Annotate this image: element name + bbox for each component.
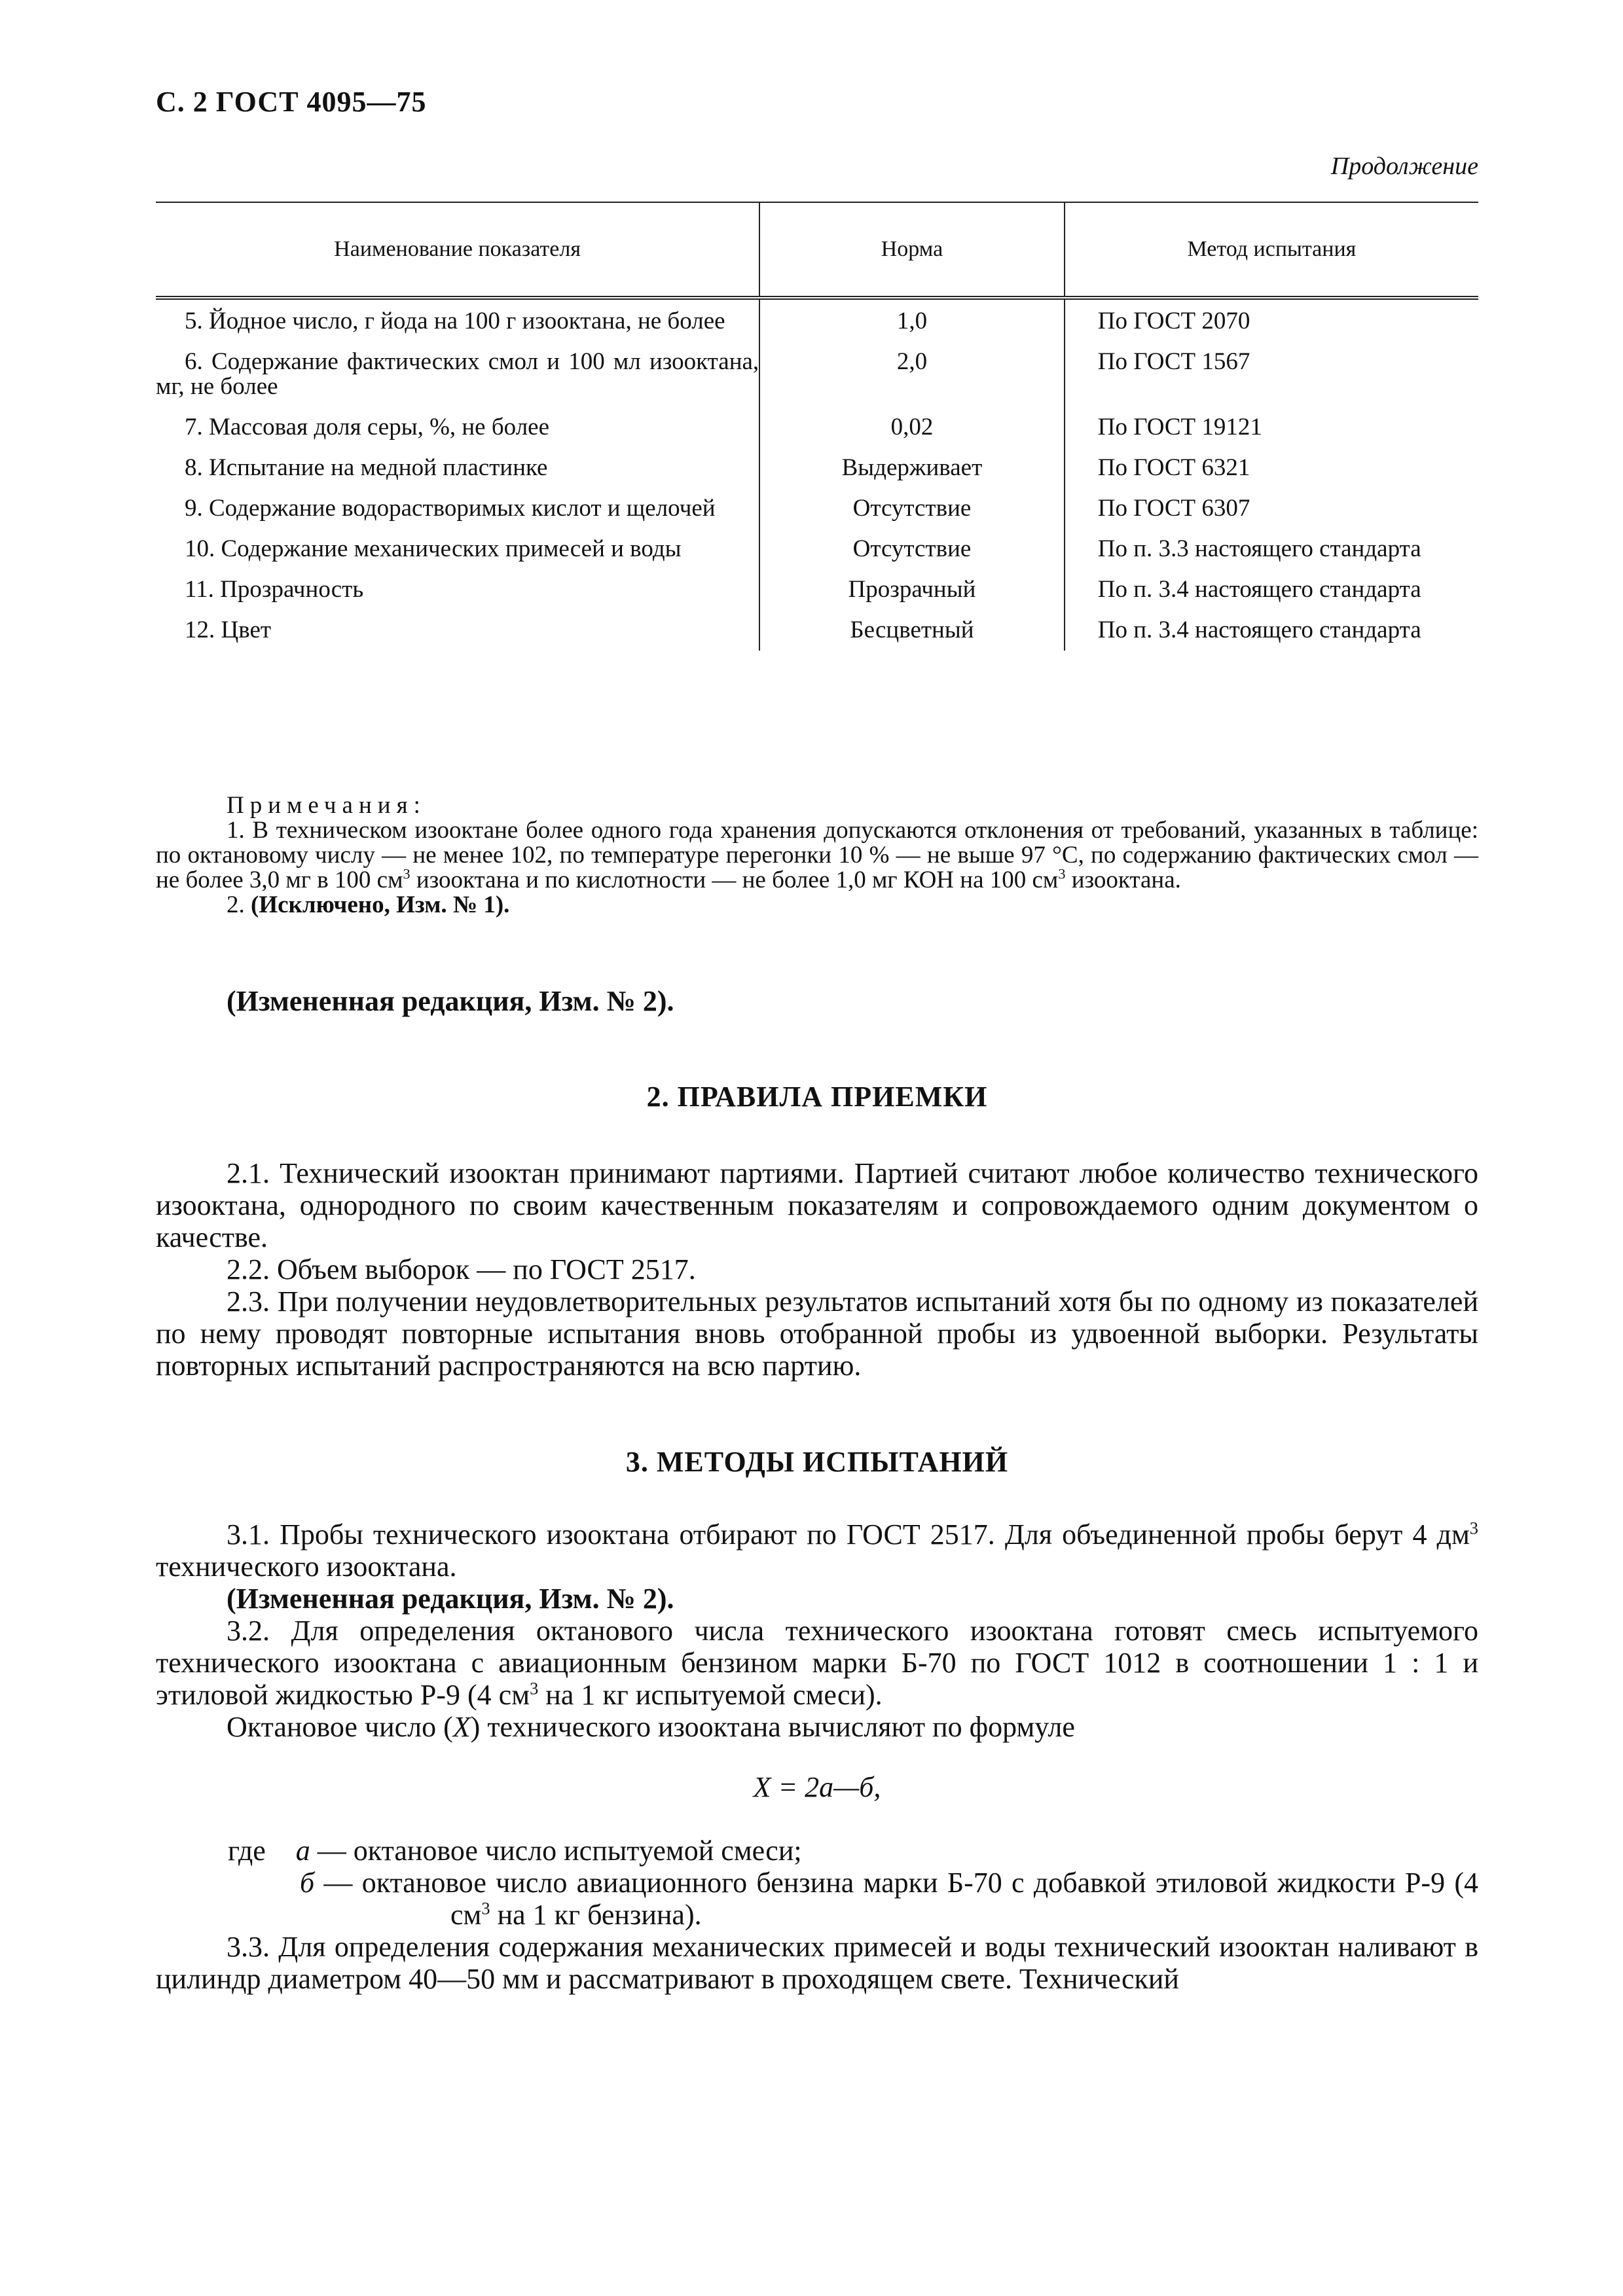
table-row (156, 448, 1478, 488)
row-method: По п. 3.4 настоящего стандарта (1097, 576, 1421, 603)
paragraph-3-1: 3.1. Пробы технического изооктана отбирают по ГОСТ 2517. Для объединенной пробы берут 4 $дм^3$ технического изооктана. (156, 1518, 1478, 1583)
row-norm: 2,0 (759, 342, 1065, 407)
paragraph-3-2: 3.2. Для определения октанового числа технического изооктана готовят смесь испытуемого технического изооктана с авиационным бензином марки Б-70 по ГОСТ 1012 в соотношении 1 : 1 и этиловой жидкостью Р-9 (4 $см^3$ на 1 кг испытуемой смеси). (156, 1615, 1478, 1711)
table-row (156, 569, 1478, 610)
section-2-body (156, 1157, 1478, 1382)
row-method: По ГОСТ 6307 (1097, 495, 1250, 522)
row-name: 11. Прозрачность (185, 576, 364, 603)
row-name: 8. Испытание на медной пластинке (185, 454, 548, 481)
notes-title: Примечания: (227, 792, 426, 819)
row-norm: 0,02 (759, 407, 1065, 448)
table-header-row (156, 202, 1478, 298)
row-norm: Выдерживает (759, 448, 1065, 488)
legend-row-a: где а — октановое число испытуемой смеси; (228, 1835, 802, 1867)
legend-row-b: б — октановое число авиационного бензина марки Б-70 с добавкой этиловой жидкости Р-9 (4 $см^3$ на 1 кг бензина). (300, 1867, 1478, 1931)
section-2-title: 2. ПРАВИЛА ПРИЕМКИ (646, 1081, 988, 1113)
table-row (156, 342, 1478, 407)
row-name: 6. Содержание фактических смол и 100 мл изооктана, мг, не более (156, 348, 759, 400)
section-3-title: 3. МЕТОДЫ ИСПЫТАНИЙ (625, 1446, 1009, 1478)
notes-block (156, 793, 1478, 918)
amendment-note: (Измененная редакция, Изм. № 2). (227, 985, 674, 1017)
row-name: 9. Содержание водорастворимых кислот и щелочей (185, 495, 716, 522)
paragraph-2-1: 2.1. Технический изооктан принимают партиями. Партией считают любое количество технического изооктана, однородного по своим качественным показателям и сопровождаемого одним документом о качестве. (156, 1157, 1478, 1253)
section-3-body (156, 1518, 1478, 1743)
row-norm: Бесцветный (759, 610, 1065, 651)
row-method: По ГОСТ 1567 (1097, 348, 1250, 375)
table-row (156, 529, 1478, 569)
table-row (156, 407, 1478, 448)
continuation-label: Продолжение (1330, 152, 1478, 180)
paragraph-2-3: 2.3. При получении неудовлетворительных результатов испытаний хотя бы по одному из показателей по нему проводят повторные испытания вновь отобранной пробы из удвоенной выборки. Результаты повторных испытаний распространяются на всю партию. (156, 1285, 1478, 1382)
row-method: По п. 3.4 настоящего стандарта (1097, 617, 1421, 643)
paragraph-2-2: 2.2. Объем выборок — по ГОСТ 2517. (227, 1253, 696, 1285)
note-1: 1. В техническом изооктане более одного года хранения допускаются отклонения от требований, указанных в таблице: по октановому числу — не менее 102, по температуре перегонки 10 % — не выше 97 °С, по содержанию фактических смол — не более 3,0 мг в 100 $см^3$ изооктана и по кислотности — не более 1,0 мг КОН на 100 $см^3$ изооктана. (156, 817, 1478, 893)
row-norm: Прозрачный (759, 569, 1065, 610)
table-row (156, 488, 1478, 529)
table-row (156, 298, 1478, 342)
row-method: По ГОСТ 6321 (1097, 454, 1250, 481)
row-method: По п. 3.3 настоящего стандарта (1097, 535, 1421, 562)
column-header-name: Наименование показателя (156, 202, 759, 298)
row-norm: 1,0 (759, 298, 1065, 342)
octane-formula: X = 2a—б, (753, 1771, 881, 1803)
row-norm: Отсутствие (759, 529, 1065, 569)
specification-table (156, 202, 1478, 651)
table-row (156, 610, 1478, 651)
row-name: 7. Массовая доля серы, %, не более (185, 414, 550, 440)
row-method: По ГОСТ 2070 (1097, 308, 1250, 334)
note-2: 2. (Исключено, Изм. № 1). (227, 891, 510, 918)
row-name: 10. Содержание механических примесей и воды (185, 535, 682, 562)
amendment-note-3-1: (Измененная редакция, Изм. № 2). (227, 1583, 674, 1615)
row-method: По ГОСТ 19121 (1097, 414, 1262, 440)
row-name: 5. Йодное число, г йода на 100 г изооктана, не более (185, 308, 725, 334)
row-name: 12. Цвет (185, 617, 272, 643)
row-norm: Отсутствие (759, 488, 1065, 529)
column-header-method: Метод испытания (1065, 202, 1478, 298)
column-header-norm: Норма (759, 202, 1065, 298)
formula-legend (228, 1835, 1478, 1931)
page-header-code: С. 2 ГОСТ 4095—75 (156, 86, 427, 118)
paragraph-3-3: 3.3. Для определения содержания механических примесей и воды технический изооктан наливают в цилиндр диаметром 40—50 мм и рассматривают в проходящем свете. Технический (156, 1931, 1478, 1995)
octane-formula-intro: Октановое число (X) технического изооктана вычисляют по формуле (227, 1711, 1075, 1743)
